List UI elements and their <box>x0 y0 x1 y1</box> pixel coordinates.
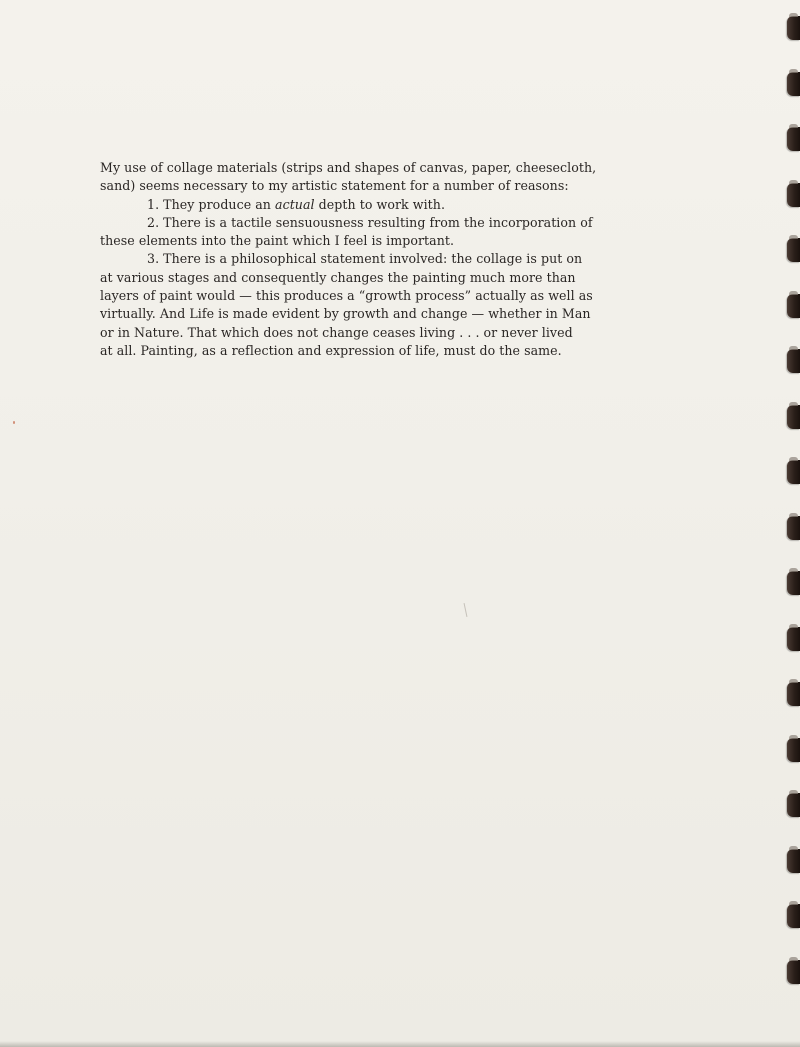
binding-coil <box>787 294 800 318</box>
binding-coil <box>787 849 800 873</box>
binding-coil <box>787 516 800 540</box>
text-line: at all. Painting, as a reflection and expression of life, must do the same. <box>100 342 562 358</box>
page-edge <box>0 1041 800 1047</box>
binding-coil <box>787 627 800 651</box>
paper-scratch <box>464 603 468 617</box>
text-line: these elements into the paint which I feel is important. <box>100 233 455 249</box>
binding-coil <box>787 571 800 595</box>
text-line: virtually. And Life is made evident by growth and change — whether in Man <box>100 306 591 322</box>
reason-3: 3. There is a philosophical statement involved: the collage is put on <box>147 251 583 267</box>
text-line: My use of collage materials (strips and shapes of canvas, paper, cheesecloth, <box>100 160 597 175</box>
text-line: layers of paint would — this produces a “growth process” actually as well as <box>100 288 593 304</box>
binding-coil <box>787 72 800 96</box>
text-line: sand) seems necessary to my artistic statement for a number of reasons: <box>100 178 569 194</box>
binding-coil <box>787 738 800 762</box>
binding-coil <box>787 349 800 373</box>
emphasis-actual: actual <box>275 196 315 212</box>
binding-coil <box>787 904 800 928</box>
binding-coil <box>787 238 800 262</box>
spiral-binding <box>784 0 800 1047</box>
text-line: at various stages and consequently changes the painting much more than <box>100 269 576 285</box>
binding-coil <box>787 405 800 429</box>
binding-coil <box>787 183 800 207</box>
text-line: or in Nature. That which does not change ceases living . . . or never lived <box>100 324 573 340</box>
binding-coil <box>787 16 800 40</box>
reason-1: 1. They produce an actual depth to work with. <box>147 196 446 212</box>
paper-speck <box>13 421 15 424</box>
binding-coil <box>787 682 800 706</box>
collage-statement <box>100 159 597 360</box>
binding-coil <box>787 127 800 151</box>
binding-coil <box>787 460 800 484</box>
reason-2: 2. There is a tactile sensuousness resulting from the incorporation of <box>147 214 593 230</box>
binding-coil <box>787 960 800 984</box>
binding-coil <box>787 793 800 817</box>
